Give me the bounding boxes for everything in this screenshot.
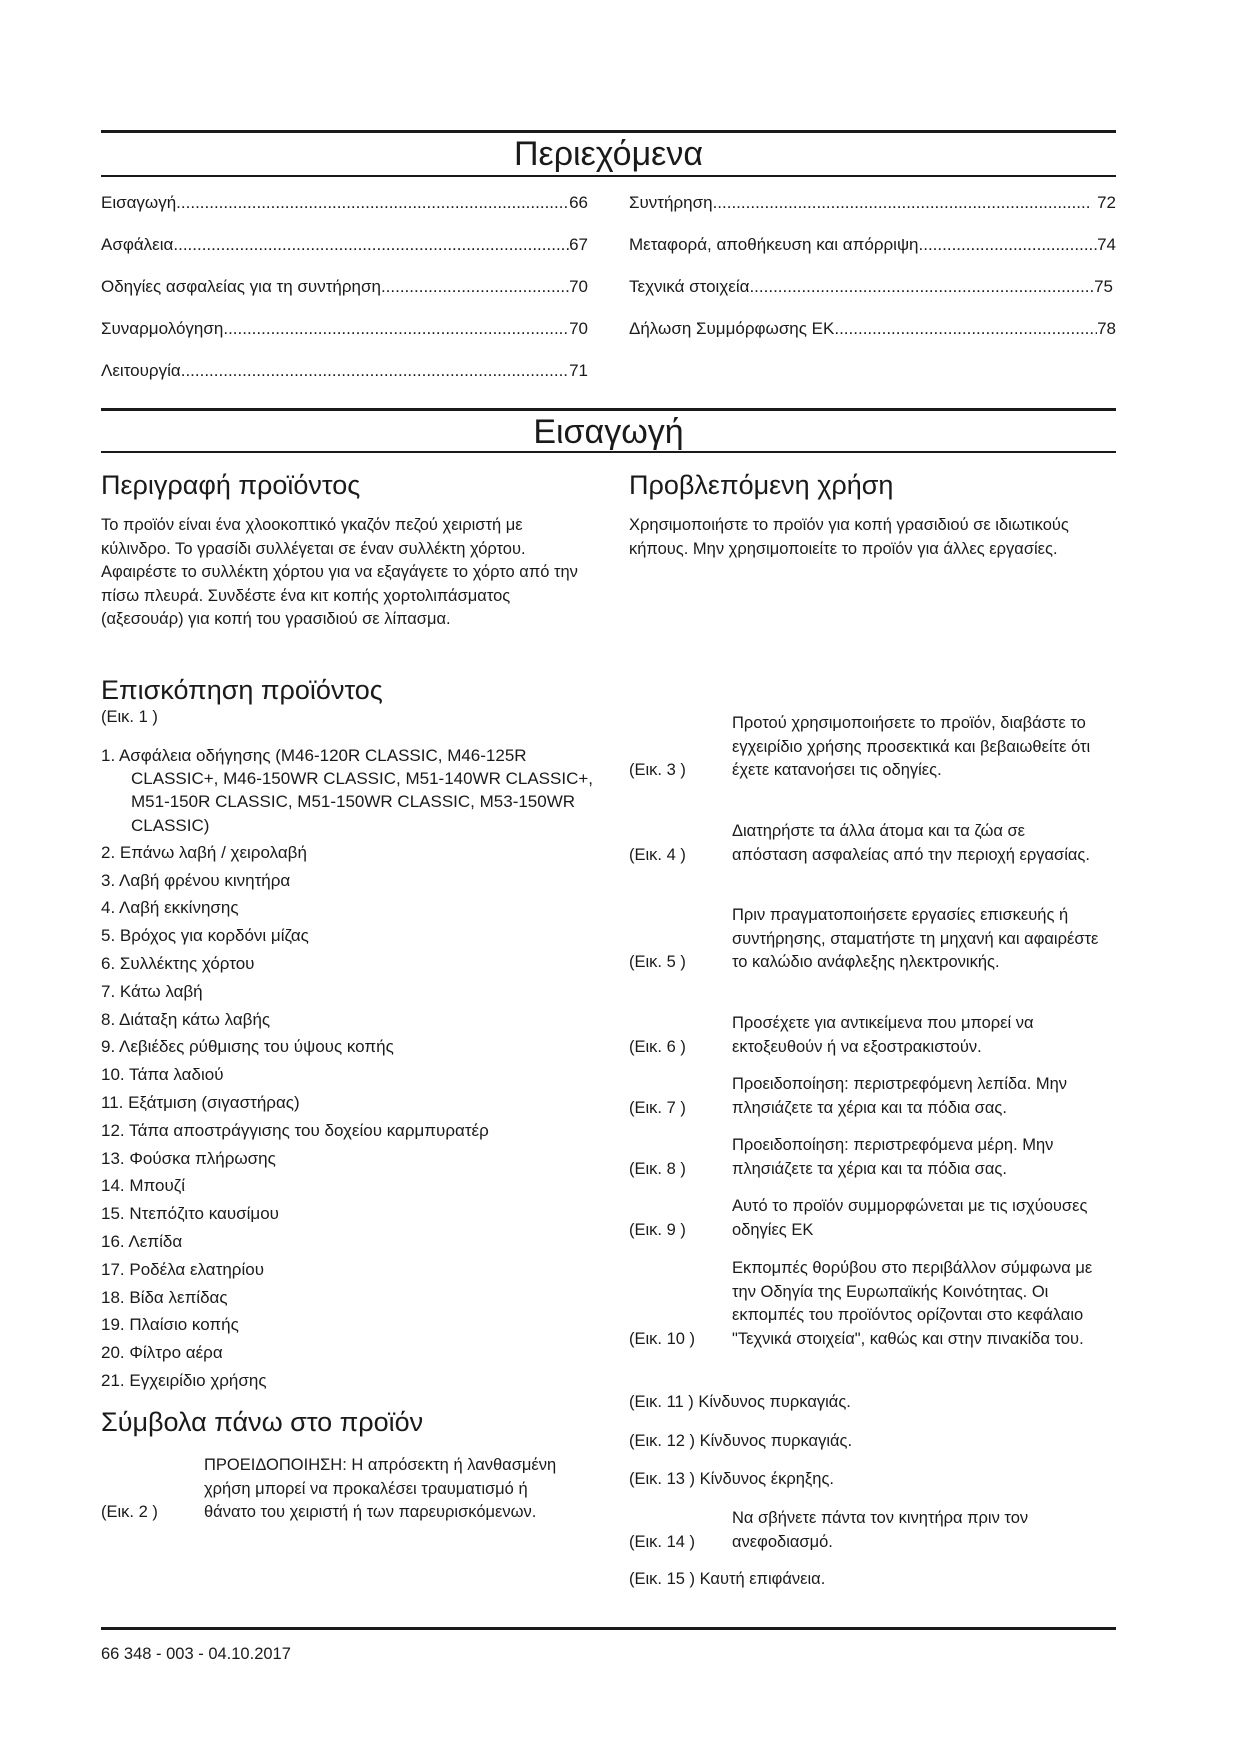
toc-entry-maintenance-safety[interactable]: Οδηγίες ασφαλείας για τη συντήρηση ..... 70 <box>101 276 588 298</box>
intended-use-heading: Προβλεπόμενη χρήση <box>629 470 894 500</box>
symbol-fig-14: (Εικ. 14 ) Να σβήνετε πάντα τον κινητήρα πριν τον ανεφοδιασμό. <box>629 1509 1029 1551</box>
intro-top-rule <box>101 408 1116 411</box>
symbol-fig-7: (Εικ. 7 ) Προειδοποίηση: περιστρεφόμενη λεπίδα. Μην πλησιάζετε τα χέρια και τα πόδια σας. <box>629 1075 1068 1117</box>
symbol-fig-4: (Εικ. 4 ) Διατηρήστε τα άλλα άτομα και τα ζώα σε απόσταση ασφαλείας από την περιοχή εργασίας. <box>629 822 1090 864</box>
list-item: 9. Λεβιέδες ρύθμισης του ύψους κοπής <box>101 1037 394 1057</box>
symbol-fig-5: (Εικ. 5 ) Πριν πραγματοποιήσετε εργασίες επισκευής ή συντήρησης, σταματήστε τη μηχανή και αφαιρέστε το καλώδιο ανάφλεξης ηλεκτρονικής. <box>629 906 1099 971</box>
list-item: 2. Επάνω λαβή / χειρολαβή <box>101 842 307 862</box>
list-item: 7. Κάτω λαβή <box>101 981 203 1001</box>
symbol-text: ΠΡΟΕΙΔΟΠΟΙΗΣΗ: Η απρόσεκτη ή λανθασμένη χρήση μπορεί να προκαλέσει τραυματισμό ή θάνατο του χειριστή ή των παρευρισκόμενων. <box>204 1456 557 1521</box>
list-item: 20. Φίλτρο αέρα <box>101 1343 223 1363</box>
overview-figure-ref: (Εικ. 1 ) <box>101 708 158 726</box>
toc-top-rule <box>101 130 1116 133</box>
toc-left-column <box>101 192 588 402</box>
toc-entry-transport[interactable]: Μεταφορά, αποθήκευση και απόρριψη ..... 74 <box>629 234 1116 256</box>
footer-page-info: 66 348 - 003 - 04.10.2017 <box>101 1645 291 1663</box>
list-item: 3. Λαβή φρένου κινητήρα <box>101 870 291 890</box>
list-item: 10. Τάπα λαδιού <box>101 1065 224 1085</box>
list-item: 11. Εξάτμιση (σιγαστήρας) <box>101 1092 300 1112</box>
toc-entry-safety[interactable]: Ασφάλεια ..... 67 <box>101 234 588 256</box>
toc-right-column <box>629 192 1116 360</box>
symbol-fig-8: (Εικ. 8 ) Προειδοποίηση: περιστρεφόμενα μέρη. Μην πλησιάζετε τα χέρια και τα πόδια σας. <box>629 1136 1054 1178</box>
symbol-fig-11: (Εικ. 11 ) Κίνδυνος πυρκαγιάς. <box>629 1393 851 1411</box>
intro-title: Εισαγωγή <box>533 413 684 451</box>
symbol-fig-12: (Εικ. 12 ) Κίνδυνος πυρκαγιάς. <box>629 1432 853 1450</box>
list-item: 12. Τάπα αποστράγγισης του δοχείου καρμπυρατέρ <box>101 1120 489 1140</box>
intro-bottom-rule <box>101 451 1116 453</box>
list-item: 16. Λεπίδα <box>101 1231 183 1251</box>
toc-entry-assembly[interactable]: Συναρμολόγηση ..... 70 <box>101 318 588 340</box>
toc-bottom-rule <box>101 175 1116 177</box>
symbol-fig-3: (Εικ. 3 ) Προτού χρησιμοποιήσετε το προϊόν, διαβάστε το εγχειρίδιο χρήσης προσεκτικά και βεβαιωθείτε ότι έχετε κατανοήσει τις οδηγίες. <box>629 714 1091 779</box>
symbol-fig-15: (Εικ. 15 ) Καυτή επιφάνεια. <box>629 1570 826 1588</box>
list-item: 15. Ντεπόζιτο καυσίμου <box>101 1204 279 1224</box>
toc-entry-technical-data[interactable]: Τεχνικά στοιχεία ..... 75 <box>629 276 1113 298</box>
toc-entry-intro[interactable]: Εισαγωγή ..... 66 <box>101 192 588 214</box>
footer-rule <box>101 1627 1116 1630</box>
list-item: 1. Ασφάλεια οδήγησης (M46-120R CLASSIC, M46-125R CLASSIC+, M46-150WR CLASSIC, M51-140WR CLASSIC+, M51-150R CLASSIC, M51-150WR CLASSIC, M53-150WR CLASSIC) <box>101 746 593 835</box>
list-item: 14. Μπουζί <box>101 1176 186 1196</box>
symbol-fig-2 <box>101 1454 581 1525</box>
list-item: 6. Συλλέκτης χόρτου <box>101 954 255 973</box>
toc-entry-maintenance[interactable]: Συντήρηση ..... 72 <box>629 192 1116 214</box>
product-description-heading: Περιγραφή προϊόντος <box>101 470 361 500</box>
list-item: 18. Βίδα λεπίδας <box>101 1287 228 1307</box>
toc-entry-declaration[interactable]: Δήλωση Συμμόρφωσης ΕΚ ..... 78 <box>629 318 1116 340</box>
symbol-fig-9: (Εικ. 9 ) Αυτό το προϊόν συμμορφώνεται με τις ισχύουσες οδηγίες ΕΚ <box>629 1197 1088 1239</box>
toc-title: Περιεχόμενα <box>513 135 703 173</box>
product-overview-heading: Επισκόπηση προϊόντος <box>101 675 383 705</box>
symbols-heading: Σύμβολα πάνω στο προϊόν <box>101 1407 424 1437</box>
list-item: 21. Εγχειρίδιο χρήσης <box>101 1370 267 1390</box>
symbol-fig-13: (Εικ. 13 ) Κίνδυνος έκρηξης. <box>629 1470 834 1488</box>
list-item: 17. Ροδέλα ελατηρίου <box>101 1259 265 1279</box>
list-item: 19. Πλαίσιο κοπής <box>101 1315 239 1335</box>
list-item: 13. Φούσκα πλήρωσης <box>101 1148 276 1168</box>
symbol-ref: (Εικ. 2 ) <box>101 1503 158 1521</box>
intended-use-text: Χρησιμοποιήστε το προϊόν για κοπή γρασιδιού σε ιδιωτικούς κήπους. Μην χρησιμοποιείτε το προϊόν για άλλες εργασίες. <box>629 516 1069 558</box>
list-item: 8. Διάταξη κάτω λαβής <box>101 1009 271 1029</box>
toc-entry-operation[interactable]: Λειτουργία ..... 71 <box>101 360 588 382</box>
product-description-text: Το προϊόν είναι ένα χλοοκοπτικό γκαζόν πεζού χειριστή με κύλινδρο. Το γρασίδι συλλέγεται σε έναν συλλέκτη χόρτου. Αφαιρέστε το συλλέκτη χόρτου για να εξαγάγετε το χόρτο από την πίσω πλευρά. Συνδέστε ένα κιτ κοπής χορτολιπάσματος (αξεσουάρ) για κοπή του γρασιδιού σε λίπασμα. <box>101 516 578 628</box>
overview-parts-list <box>101 744 601 1397</box>
symbol-fig-6: (Εικ. 6 ) Προσέχετε για αντικείμενα που μπορεί να εκτοξευθούν ή να εξοστρακιστούν. <box>629 1014 1034 1056</box>
list-item: 4. Λαβή εκκίνησης <box>101 898 239 918</box>
symbol-fig-10: (Εικ. 10 ) Εκπομπές θορύβου στο περιβάλλον σύμφωνα με την Οδηγία της Ευρωπαϊκής Κοινότητας. Οι εκπομπές του προϊόντος ορίζονται στο κεφάλαιο "Τεχνικά στοιχεία", καθώς και στην πινακίδα του. <box>629 1259 1093 1348</box>
list-item: 5. Βρόχος για κορδόνι μίζας <box>101 926 309 946</box>
